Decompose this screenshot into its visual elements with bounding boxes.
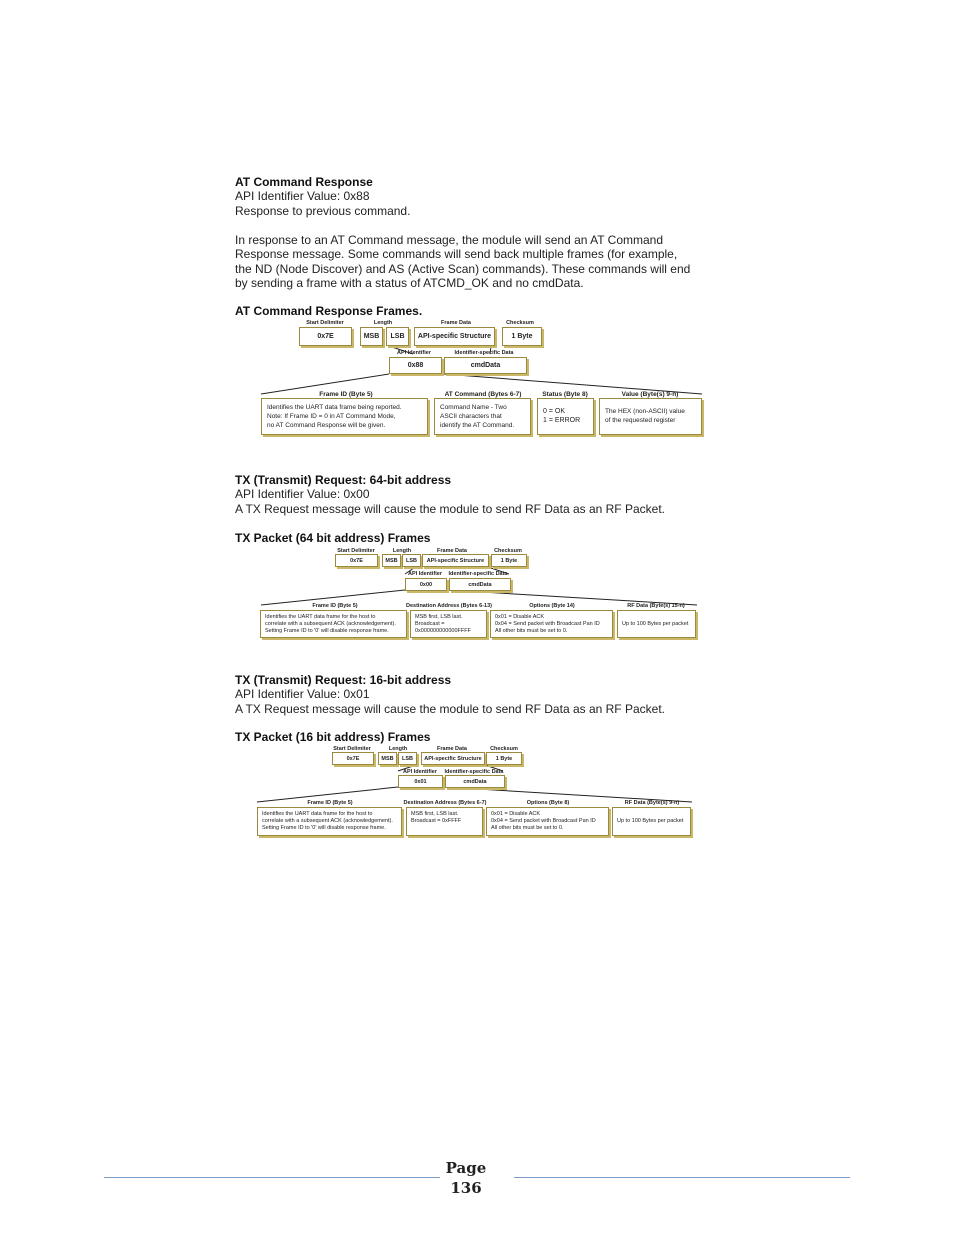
label-value: Value (Byte(s) 9-n)	[621, 391, 679, 398]
desc-frame-id: Identifies the UART data frame being reported. Note: If Frame ID = 0 in AT Command Mode, no AT Command Response will be given.	[261, 398, 428, 435]
label-checksum: Checksum	[490, 746, 518, 752]
label-checksum: Checksum	[506, 320, 534, 326]
label-options: Options (Byte 8)	[526, 800, 570, 806]
label-identifier-specific-data: Identifier-specific Data	[448, 571, 508, 577]
label-identifier-specific-data: Identifier-specific Data	[454, 350, 514, 356]
frames-title: TX Packet (64 bit address) Frames	[235, 531, 431, 545]
desc-options: 0x01 = Disable ACK 0x04 = Send packet with Broadcast Pan ID All other bits must be set to 0.	[486, 807, 609, 836]
box-checksum: 1 Byte	[486, 752, 522, 765]
box-start-delimiter: 0x7E	[299, 327, 352, 346]
paragraph-line-3: the ND (Node Discover) and AS (Active Scan) commands). These commands will end	[235, 262, 691, 276]
box-length-lsb: LSB	[398, 752, 417, 765]
frames-title: AT Command Response Frames.	[235, 304, 423, 318]
box-start-delimiter: 0x7E	[335, 554, 378, 567]
label-options: Options (Byte 14)	[529, 603, 575, 609]
footer-rule-left	[104, 1177, 440, 1178]
api-identifier-value: API Identifier Value: 0x88	[235, 189, 370, 203]
api-identifier-value: API Identifier Value: 0x01	[235, 687, 370, 701]
box-api-identifier: 0x00	[405, 578, 447, 591]
footer-rule-right	[514, 1177, 850, 1178]
label-frame-id: Frame ID (Byte 5)	[307, 800, 353, 806]
label-frame-data: Frame Data	[441, 320, 471, 326]
section-heading-tx-16bit: TX (Transmit) Request: 16-bit address	[235, 673, 452, 687]
paragraph-line-1: In response to an AT Command message, the module will send an AT Command	[235, 233, 664, 247]
desc-frame-id: Identifies the UART data frame for the host to correlate with a subsequent ACK (acknowledgement). Setting Frame ID to '0' will disable response frame.	[257, 807, 402, 836]
label-at-command: AT Command (Bytes 6-7)	[444, 391, 522, 398]
paragraph-line-4: by sending a frame with a status of ATCMD_OK and no cmdData.	[235, 276, 584, 290]
label-destination-address: Destination Address (Bytes 6-13)	[406, 603, 492, 609]
label-start-delimiter: Start Delimiter	[337, 548, 375, 554]
label-frame-data: Frame Data	[437, 548, 467, 554]
box-api-identifier: 0x01	[398, 775, 443, 788]
box-length-msb: MSB	[360, 327, 383, 346]
label-frame-data: Frame Data	[437, 746, 467, 752]
label-rf-data: RF Data (Byte(s) 9-n)	[624, 800, 680, 806]
box-start-delimiter: 0x7E	[332, 752, 374, 765]
desc-rf-data: Up to 100 Bytes per packet	[617, 610, 696, 638]
label-length: Length	[388, 746, 408, 752]
label-length: Length	[373, 320, 393, 326]
frames-title: TX Packet (16 bit address) Frames	[235, 730, 431, 744]
label-frame-id: Frame ID (Byte 5)	[312, 603, 358, 609]
label-start-delimiter: Start Delimiter	[306, 320, 344, 326]
desc-options: 0x01 = Disable ACK 0x04 = Send packet with Broadcast Pan ID All other bits must be set to 0.	[490, 610, 613, 638]
desc-status: 0 = OK 1 = ERROR	[537, 398, 594, 435]
box-api-specific-structure: API-specific Structure	[422, 554, 489, 567]
desc-at-command: Command Name - Two ASCII characters that identify the AT Command.	[434, 398, 531, 435]
label-api-identifier: API Identifier	[397, 350, 431, 356]
section-heading-tx-64bit: TX (Transmit) Request: 64-bit address	[235, 473, 452, 487]
api-identifier-value: API Identifier Value: 0x00	[235, 487, 370, 501]
box-checksum: 1 Byte	[502, 327, 542, 346]
box-checksum: 1 Byte	[491, 554, 527, 567]
box-api-specific-structure: API-specific Structure	[421, 752, 485, 765]
page-number: 136	[450, 1179, 482, 1197]
label-frame-id: Frame ID (Byte 5)	[319, 391, 373, 398]
box-length-lsb: LSB	[402, 554, 421, 567]
label-rf-data: RF Data (Byte(s) 15-n)	[627, 603, 685, 609]
label-api-identifier: API Identifier	[403, 769, 437, 775]
box-length-msb: MSB	[382, 554, 401, 567]
box-api-specific-structure: API-specific Structure	[414, 327, 495, 346]
desc-destination-address: MSB first, LSB last. Broadcast = 0xFFFF	[406, 807, 483, 836]
label-checksum: Checksum	[494, 548, 522, 554]
desc-frame-id: Identifies the UART data frame for the host to correlate with a subsequent ACK (acknowledgement). Setting Frame ID to '0' will disable response frame.	[260, 610, 407, 638]
label-status: Status (Byte 8)	[542, 391, 588, 398]
label-start-delimiter: Start Delimiter	[333, 746, 371, 752]
box-length-lsb: LSB	[386, 327, 409, 346]
label-api-identifier: API Identifier	[408, 571, 442, 577]
box-api-identifier: 0x88	[389, 357, 442, 374]
box-length-msb: MSB	[378, 752, 397, 765]
box-cmddata: cmdData	[444, 357, 527, 374]
section-description: A TX Request message will cause the module to send RF Data as an RF Packet.	[235, 502, 665, 516]
paragraph-line-2: Response message. Some commands will send back multiple frames (for example,	[235, 247, 678, 261]
desc-destination-address: MSB first, LSB last. Broadcast = 0x000000000000FFFF	[410, 610, 487, 638]
box-cmddata: cmdData	[445, 775, 505, 788]
page-word: Page	[445, 1159, 487, 1177]
section-heading-at-command-response: AT Command Response	[235, 175, 373, 189]
section-description: A TX Request message will cause the module to send RF Data as an RF Packet.	[235, 702, 665, 716]
desc-rf-data: Up to 100 Bytes per packet	[612, 807, 691, 836]
desc-value: The HEX (non-ASCII) value of the requested register	[599, 398, 702, 435]
label-destination-address: Destination Address (Bytes 6-7)	[403, 800, 487, 806]
box-cmddata: cmdData	[449, 578, 511, 591]
label-identifier-specific-data: Identifier-specific Data	[444, 769, 504, 775]
label-length: Length	[392, 548, 412, 554]
section-description: Response to previous command.	[235, 204, 411, 218]
